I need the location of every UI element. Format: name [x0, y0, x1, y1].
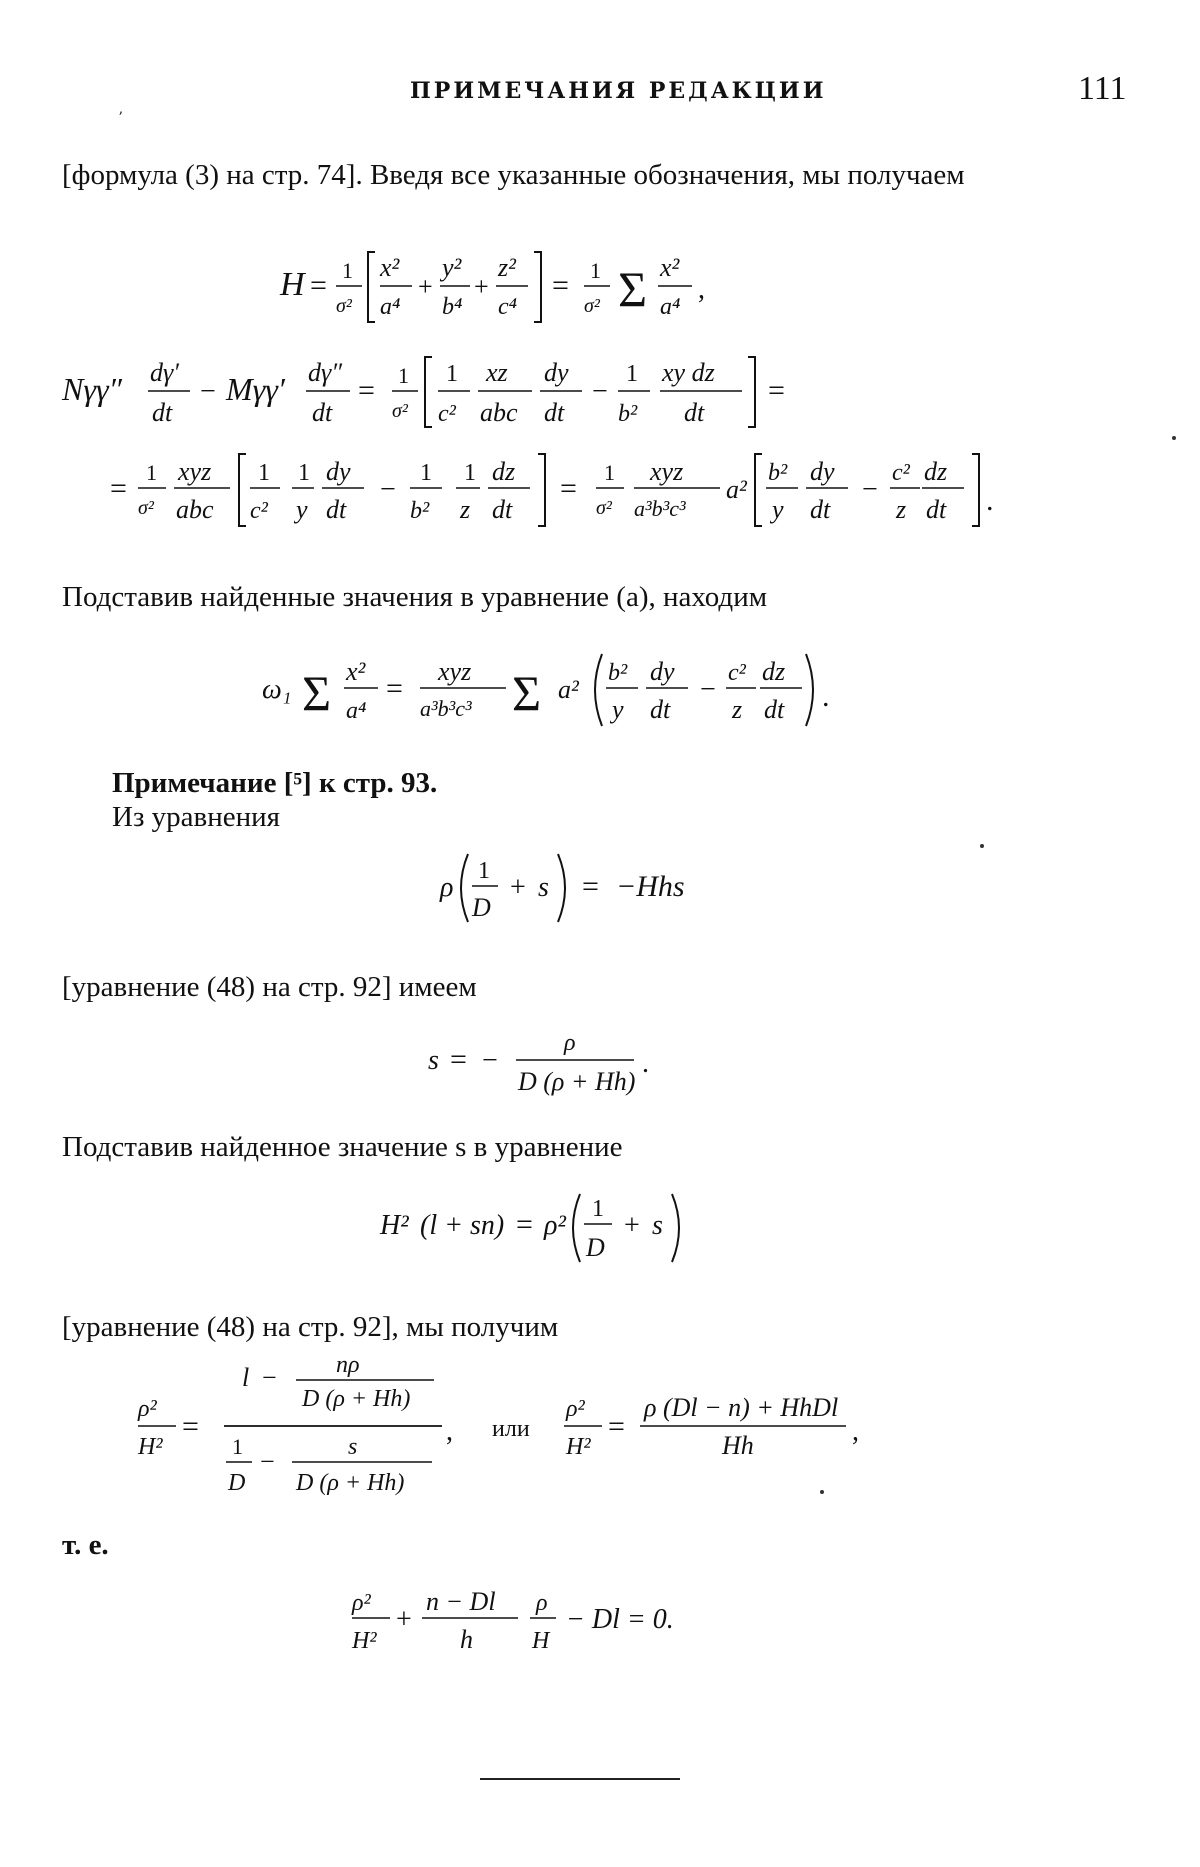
- svg-text:+: +: [510, 872, 526, 903]
- svg-text:a²: a²: [558, 675, 579, 704]
- svg-text:=: =: [110, 472, 127, 505]
- svg-text:s: s: [348, 1434, 358, 1460]
- svg-text:n − Dl: n − Dl: [426, 1587, 496, 1616]
- svg-text:xyz: xyz: [178, 457, 212, 486]
- svg-text:−: −: [862, 474, 878, 505]
- svg-text:l: l: [242, 1363, 250, 1392]
- svg-text:dy: dy: [544, 358, 569, 387]
- svg-text:a⁴: a⁴: [380, 294, 401, 320]
- svg-text:1: 1: [258, 460, 270, 486]
- svg-text:dt: dt: [544, 398, 565, 427]
- svg-text:z²: z²: [498, 253, 516, 282]
- svg-text:=: =: [358, 374, 375, 407]
- svg-text:b²: b²: [608, 660, 628, 686]
- formula-3-svg: [110, 440, 1140, 540]
- svg-text:xyz: xyz: [650, 457, 684, 486]
- svg-text:=: =: [582, 870, 599, 903]
- paragraph-7: т. е.: [62, 1529, 109, 1561]
- formula-7: [380, 1178, 800, 1274]
- svg-text:1: 1: [342, 258, 353, 283]
- formula-1-svg: [280, 240, 880, 330]
- svg-text:dy: dy: [810, 457, 835, 486]
- svg-text:a⁴: a⁴: [660, 294, 681, 320]
- svg-text:H: H: [532, 1628, 550, 1654]
- svg-text:c²: c²: [438, 401, 456, 427]
- svg-text:abc: abc: [176, 495, 214, 524]
- formula-3: [110, 440, 1140, 540]
- svg-text:dt: dt: [764, 695, 785, 724]
- svg-text:−: −: [200, 376, 216, 407]
- svg-text:D (ρ + Hh): D (ρ + Hh): [518, 1067, 636, 1096]
- svg-text:c⁴: c⁴: [498, 294, 517, 320]
- formula-7-svg: [380, 1178, 800, 1274]
- svg-text:1: 1: [626, 361, 638, 387]
- svg-text:dγ′: dγ′: [150, 358, 179, 387]
- svg-text:σ²: σ²: [596, 497, 612, 519]
- formula-6-svg: [428, 1014, 788, 1104]
- svg-text:y²: y²: [442, 253, 462, 282]
- svg-text:(l + sn): (l + sn): [420, 1210, 505, 1241]
- end-rule: [480, 1778, 680, 1780]
- svg-text:dy: dy: [650, 657, 675, 686]
- svg-text:a³b³c³: a³b³c³: [634, 496, 686, 521]
- paragraph-3: Из уравнения: [112, 801, 280, 833]
- svg-text:1: 1: [478, 858, 490, 884]
- formula-9: [352, 1570, 812, 1666]
- svg-text:1: 1: [420, 460, 432, 486]
- svg-text:b²: b²: [768, 460, 788, 486]
- svg-text:s: s: [652, 1210, 663, 1241]
- svg-text:H: H: [280, 266, 305, 303]
- svg-text:z: z: [732, 695, 743, 724]
- svg-text:b²: b²: [410, 498, 430, 524]
- formula-9-svg: [352, 1570, 812, 1666]
- scan-speck: [1172, 436, 1176, 440]
- svg-text:=: =: [768, 374, 785, 407]
- scan-speck: [980, 844, 984, 848]
- svg-text:1: 1: [146, 460, 157, 485]
- svg-text:dt: dt: [684, 398, 705, 427]
- svg-text:ρ (Dl − n) + HhDl: ρ (Dl − n) + HhDl: [644, 1393, 839, 1422]
- svg-text:D (ρ + Hh): D (ρ + Hh): [302, 1386, 411, 1412]
- svg-text:y: y: [772, 495, 784, 524]
- paragraph-5: Подставив найденное значение s в уравнение: [62, 1131, 623, 1163]
- svg-text:=: =: [182, 1410, 199, 1443]
- svg-text:Σ: Σ: [512, 665, 542, 721]
- svg-text:.: .: [822, 680, 830, 713]
- svg-text:ρ²: ρ²: [138, 1396, 157, 1422]
- svg-text:ρ²: ρ²: [544, 1210, 566, 1241]
- svg-text:=: =: [516, 1208, 533, 1241]
- svg-text:=: =: [386, 672, 403, 705]
- svg-text:y: y: [612, 695, 624, 724]
- svg-text:dt: dt: [326, 495, 347, 524]
- svg-text:σ²: σ²: [138, 497, 154, 519]
- svg-text:dz: dz: [762, 657, 786, 686]
- svg-text:1: 1: [604, 460, 615, 485]
- svg-text:dt: dt: [312, 398, 333, 427]
- svg-text:s: s: [428, 1045, 439, 1076]
- svg-text:a³b³c³: a³b³c³: [420, 696, 472, 721]
- svg-text:xy dz: xy dz: [662, 358, 715, 387]
- svg-text:.: .: [642, 1048, 649, 1079]
- svg-text:H²: H²: [566, 1434, 591, 1460]
- svg-text:H²: H²: [352, 1628, 377, 1654]
- running-title: ПРИМЕЧАНИЯ РЕДАКЦИИ: [410, 78, 827, 104]
- svg-text:x²: x²: [380, 253, 400, 282]
- svg-text:=: =: [450, 1043, 467, 1076]
- svg-text:−Hhs: −Hhs: [616, 870, 685, 903]
- svg-text:1: 1: [298, 460, 310, 486]
- svg-text:D: D: [228, 1470, 246, 1496]
- svg-text:Σ: Σ: [302, 665, 332, 721]
- svg-text:abc: abc: [480, 398, 518, 427]
- svg-text:b²: b²: [618, 401, 638, 427]
- svg-text:Nγγ″: Nγγ″: [62, 371, 122, 407]
- svg-text:1: 1: [464, 460, 476, 486]
- svg-text:ρ: ρ: [536, 1590, 548, 1616]
- svg-text:xz: xz: [486, 358, 508, 387]
- formula-8: [138, 1354, 1058, 1504]
- svg-text:z: z: [460, 495, 471, 524]
- svg-text:D: D: [472, 893, 491, 922]
- svg-text:=: =: [560, 472, 577, 505]
- note-heading: Примечание [⁵] к стр. 93.: [112, 767, 438, 799]
- svg-text:ρ²: ρ²: [352, 1590, 371, 1616]
- svg-text:dt: dt: [650, 695, 671, 724]
- svg-text:D (ρ + Hh): D (ρ + Hh): [296, 1470, 405, 1496]
- svg-text:dt: dt: [152, 398, 173, 427]
- svg-text:−: −: [592, 376, 608, 407]
- paragraph-4: [уравнение (48) на стр. 92] имеем: [62, 971, 477, 1003]
- svg-text:− Dl = 0.: − Dl = 0.: [566, 1604, 674, 1635]
- svg-text:a²: a²: [726, 475, 747, 504]
- svg-text:H²: H²: [138, 1434, 163, 1460]
- svg-text:+: +: [396, 1604, 412, 1635]
- svg-text:x²: x²: [660, 253, 680, 282]
- svg-text:−: −: [700, 674, 716, 705]
- svg-text:1: 1: [590, 258, 601, 283]
- svg-text:1: 1: [398, 363, 409, 388]
- svg-text:,: ,: [698, 274, 705, 305]
- svg-text:ω₁: ω₁: [262, 674, 292, 705]
- svg-text:=: =: [608, 1410, 625, 1443]
- svg-text:ρ²: ρ²: [566, 1396, 585, 1422]
- formula-4: [262, 640, 942, 740]
- svg-text:.: .: [986, 484, 994, 517]
- paragraph-1: [формула (3) на стр. 74]. Введя все указанные обозначения, мы получаем: [62, 159, 965, 191]
- svg-text:Hh: Hh: [722, 1431, 754, 1460]
- svg-text:или: или: [492, 1416, 530, 1442]
- svg-text:−: −: [380, 474, 396, 505]
- svg-text:c²: c²: [250, 498, 268, 524]
- svg-text:+: +: [418, 272, 433, 301]
- svg-text:−: −: [262, 1363, 277, 1392]
- svg-text:σ²: σ²: [336, 295, 352, 317]
- svg-text:D: D: [586, 1233, 605, 1262]
- svg-text:1: 1: [592, 1196, 604, 1222]
- formula-5: [440, 838, 800, 934]
- formula-5-svg: [440, 838, 800, 934]
- svg-text:x²: x²: [346, 657, 366, 686]
- svg-text:c²: c²: [728, 660, 746, 686]
- svg-text:=: =: [310, 269, 327, 302]
- svg-text:dγ″: dγ″: [308, 358, 343, 387]
- svg-text:Mγγ′: Mγγ′: [226, 371, 285, 407]
- svg-text:+: +: [624, 1210, 640, 1241]
- formula-8-svg: [138, 1354, 1058, 1504]
- svg-text:z: z: [896, 495, 907, 524]
- paragraph-6: [уравнение (48) на стр. 92], мы получим: [62, 1311, 559, 1343]
- svg-text:a⁴: a⁴: [346, 698, 367, 724]
- svg-text:dt: dt: [492, 495, 513, 524]
- svg-text:−: −: [482, 1045, 498, 1076]
- svg-text:,: ,: [446, 1416, 453, 1447]
- svg-text:σ²: σ²: [584, 295, 600, 317]
- svg-text:−: −: [260, 1447, 275, 1476]
- formula-6: [428, 1014, 788, 1104]
- formula-2-svg: [62, 345, 942, 435]
- svg-text:h: h: [460, 1625, 473, 1654]
- svg-text:b⁴: b⁴: [442, 294, 463, 320]
- svg-text:σ²: σ²: [392, 400, 408, 422]
- svg-text:nρ: nρ: [336, 1352, 360, 1378]
- paragraph-2: Подставив найденные значения в уравнение (а), находим: [62, 581, 768, 613]
- svg-text:xyz: xyz: [438, 657, 472, 686]
- svg-text:dt: dt: [926, 495, 947, 524]
- page-header: [0, 70, 1200, 110]
- svg-text:y: y: [296, 495, 308, 524]
- svg-text:dz: dz: [924, 457, 948, 486]
- svg-text:,: ,: [852, 1416, 859, 1447]
- svg-text:1: 1: [446, 361, 458, 387]
- scan-speck: [820, 1490, 824, 1494]
- svg-text:c²: c²: [892, 460, 910, 486]
- svg-text:=: =: [552, 269, 569, 302]
- scan-mark: ʼ: [118, 110, 123, 126]
- formula-4-svg: [262, 640, 942, 740]
- svg-text:Σ: Σ: [618, 261, 648, 317]
- svg-text:ρ: ρ: [440, 872, 454, 903]
- svg-text:H²: H²: [380, 1210, 409, 1241]
- svg-text:1: 1: [232, 1434, 243, 1459]
- page-number: 111: [1078, 70, 1127, 107]
- svg-text:dz: dz: [492, 457, 516, 486]
- formula-1: [280, 240, 880, 330]
- svg-text:dy: dy: [326, 457, 351, 486]
- svg-text:+: +: [474, 272, 489, 301]
- svg-text:dt: dt: [810, 495, 831, 524]
- svg-text:ρ: ρ: [564, 1030, 576, 1056]
- svg-text:s: s: [538, 872, 549, 903]
- formula-2: [62, 345, 942, 435]
